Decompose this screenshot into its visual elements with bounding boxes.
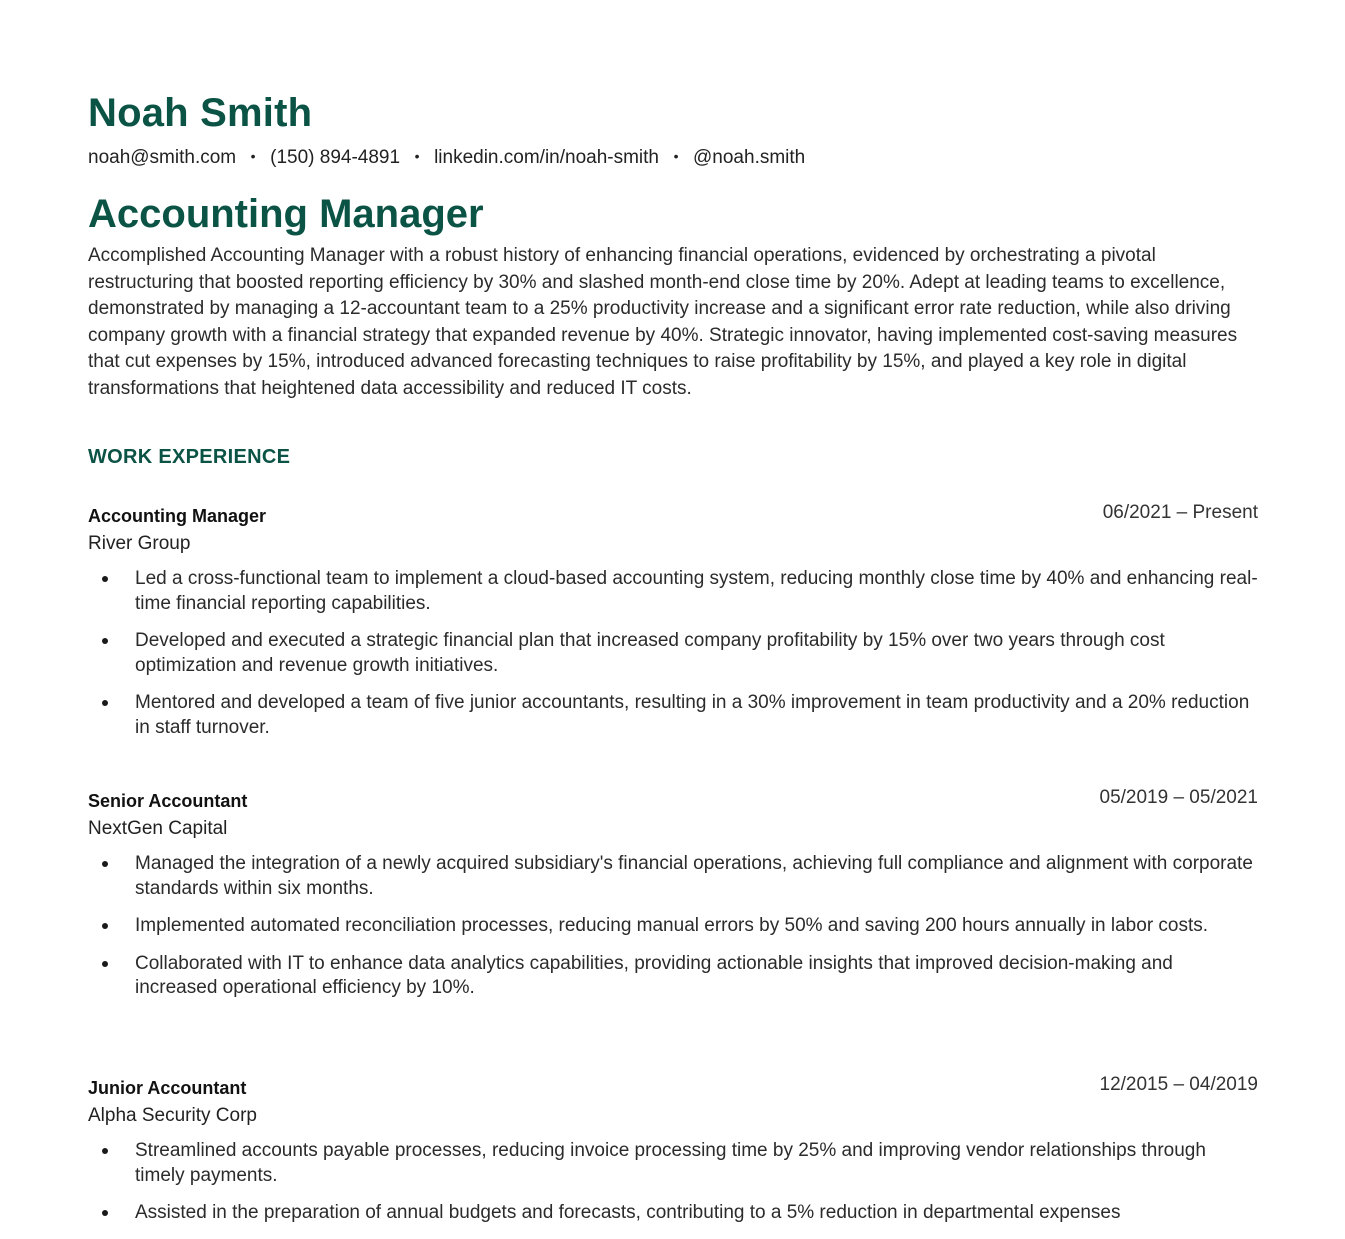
- bullet-icon: [102, 1148, 108, 1154]
- job-company: River Group: [88, 533, 191, 554]
- job-bullets: [88, 567, 1258, 740]
- bullet-text: Managed the integration of a newly acquired subsidiary's financial operations, achieving full compliance and alignment with corporate standards within six months.: [135, 853, 1253, 899]
- job-title: Senior Accountant: [88, 791, 248, 811]
- job-dates: 12/2015 – 04/2019: [1099, 1074, 1258, 1095]
- contact-line: [88, 144, 805, 170]
- job-bullet: [88, 914, 1258, 939]
- job-bullet: [88, 952, 1258, 1001]
- job-company: NextGen Capital: [88, 818, 228, 839]
- job-company: Alpha Security Corp: [88, 1105, 257, 1126]
- bullet-icon: [102, 923, 108, 929]
- job-bullet: [88, 567, 1258, 616]
- job-bullet: [88, 852, 1258, 901]
- job-header: [88, 501, 1258, 559]
- job-bullet: [88, 691, 1258, 740]
- bullet-icon: [102, 576, 108, 582]
- work-experience-heading: WORK EXPERIENCE: [88, 446, 291, 468]
- job-entry: [88, 1073, 1258, 1239]
- contact-phone: (150) 894-4891: [270, 147, 401, 168]
- bullet-text: Developed and executed a strategic financial plan that increased company profitability by 15% over two years through cost optimization and revenue growth initiatives.: [135, 630, 1165, 676]
- bullet-icon: [102, 861, 108, 867]
- profile-title: Accounting Manager: [88, 192, 484, 236]
- contact-email: noah@smith.com: [88, 147, 237, 168]
- job-header: [88, 786, 1258, 844]
- job-bullet: [88, 629, 1258, 678]
- job-entry: [88, 786, 1258, 1014]
- contact-separator: •: [673, 148, 679, 164]
- profile-summary: Accomplished Accounting Manager with a robust history of enhancing financial operations, evidenced by orchestrating a pivotal restructuring that boosted reporting efficiency by 30% and slashed month-end close time by 20%. Adept at leading teams to excellence, demonstrated by managing a 12-accountant team to a 25% productivity increase and a significant error rate reduction, while also driving company growth with a financial strategy that expanded revenue by 40%. Strategic innovator, having implemented cost-saving measures that cut expenses by 15%, introduced advanced forecasting techniques to raise profitability by 15%, and played a key role in digital transformations that heightened data accessibility and reduced IT costs.: [88, 245, 1238, 399]
- job-dates: 06/2021 – Present: [1102, 502, 1258, 523]
- bullet-text: Assisted in the preparation of annual budgets and forecasts, contributing to a 5% reduction in departmental expenses: [135, 1202, 1121, 1223]
- bullet-icon: [102, 700, 108, 706]
- bullet-text: Mentored and developed a team of five junior accountants, resulting in a 30% improvement in team productivity and a 20% reduction in staff turnover.: [135, 692, 1250, 738]
- job-entry: [88, 501, 1258, 753]
- bullet-icon: [102, 961, 108, 967]
- job-bullet: [88, 1139, 1258, 1188]
- contact-handle: @noah.smith: [693, 147, 806, 168]
- job-title: Accounting Manager: [88, 506, 267, 526]
- job-bullets: [88, 1139, 1258, 1226]
- bullet-text: Streamlined accounts payable processes, reducing invoice processing time by 25% and improving vendor relationships through timely payments.: [135, 1140, 1206, 1186]
- bullet-text: Implemented automated reconciliation processes, reducing manual errors by 50% and saving 200 hours annually in labor costs.: [135, 915, 1209, 936]
- contact-linkedin: linkedin.com/in/noah-smith: [434, 147, 660, 168]
- job-title: Junior Accountant: [88, 1078, 247, 1098]
- bullet-icon: [102, 1210, 108, 1216]
- job-dates: 05/2019 – 05/2021: [1099, 787, 1258, 808]
- job-bullets: [88, 852, 1258, 1001]
- bullet-text: Collaborated with IT to enhance data analytics capabilities, providing actionable insights that improved decision-making and increased operational efficiency by 10%.: [135, 952, 1173, 998]
- bullet-text: Led a cross-functional team to implement a cloud-based accounting system, reducing monthly close time by 40% and enhancing real-time financial reporting capabilities.: [135, 568, 1258, 614]
- job-header: [88, 1073, 1258, 1131]
- contact-separator: •: [414, 148, 420, 164]
- candidate-name: Noah Smith: [88, 91, 313, 135]
- bullet-icon: [102, 638, 108, 644]
- contact-separator: •: [250, 148, 256, 164]
